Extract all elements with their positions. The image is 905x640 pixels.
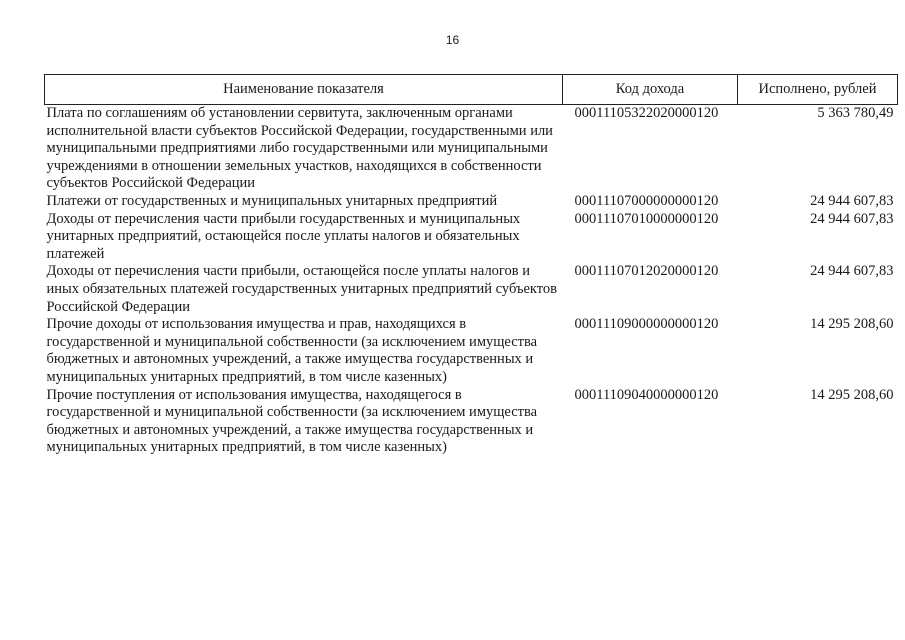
- revenue-code: 00011107010000000120: [574, 210, 719, 227]
- executed-amount: 24 944 607,83: [810, 210, 894, 227]
- executed-amount: 14 295 208,60: [810, 316, 894, 333]
- executed-amount: 24 944 607,83: [810, 192, 894, 209]
- revenue-code: 00011109040000000120: [574, 386, 719, 403]
- table-row: [45, 263, 898, 316]
- indicator-name: Доходы от перечисления части прибыли, остающейся после уплаты налогов и иных обязательных платежей государственных унитарных предприятий субъектов Российской Федерации: [46, 263, 558, 315]
- table-row: [45, 105, 898, 193]
- indicator-name: Плата по соглашениям об установлении сервитута, заключенным органами исполнительной власти субъектов Российской Федерации, государственными или муниципальными предприятиями либо государственными или муниципальными учреждениями в отношении земельных участков, находящихся в собственности субъектов Российской Федерации: [46, 105, 553, 192]
- page-number: 16: [445, 33, 460, 47]
- revenue-code: 00011107012020000120: [574, 263, 719, 280]
- table-row: [45, 387, 898, 457]
- revenue-code: 00011107000000000120: [574, 192, 719, 209]
- revenue-code: 00011109000000000120: [574, 316, 719, 333]
- table-row: [45, 193, 898, 211]
- header-row: [45, 75, 898, 105]
- executed-amount: 5 363 780,49: [817, 105, 894, 121]
- indicator-name: Прочие поступления от использования имущества, находящегося в государственной и муниципальной собственности (за исключением имущества бюджетных и автономных учреждений, а также имущества государственных и муниципальных унитарных предприятий, в том числе казенных): [46, 386, 538, 456]
- indicator-name: Доходы от перечисления части прибыли государственных и муниципальных унитарных предприятий, остающейся после уплаты налогов и обязательных платежей: [46, 210, 521, 262]
- executed-amount: 14 295 208,60: [810, 386, 894, 403]
- header-executed-amount: Исполнено, рублей: [738, 75, 898, 105]
- revenue-table: [44, 74, 898, 457]
- table-header: [45, 75, 898, 105]
- indicator-name: Платежи от государственных и муниципальных унитарных предприятий: [46, 192, 498, 209]
- indicator-name: Прочие доходы от использования имущества и прав, находящихся в государственной и муниципальной собственности (за исключением имущества бюджетных и автономных учреждений, а также имущества государственных и муниципальных унитарных предприятий, в том числе казенных): [46, 316, 538, 385]
- revenue-code: 00011105322020000120: [574, 105, 719, 121]
- executed-amount: 24 944 607,83: [810, 263, 894, 280]
- header-indicator-name: Наименование показателя: [45, 75, 563, 105]
- header-revenue-code: Код дохода: [563, 75, 738, 105]
- table-row: [45, 211, 898, 264]
- table-body: [45, 105, 898, 457]
- table-row: [45, 316, 898, 386]
